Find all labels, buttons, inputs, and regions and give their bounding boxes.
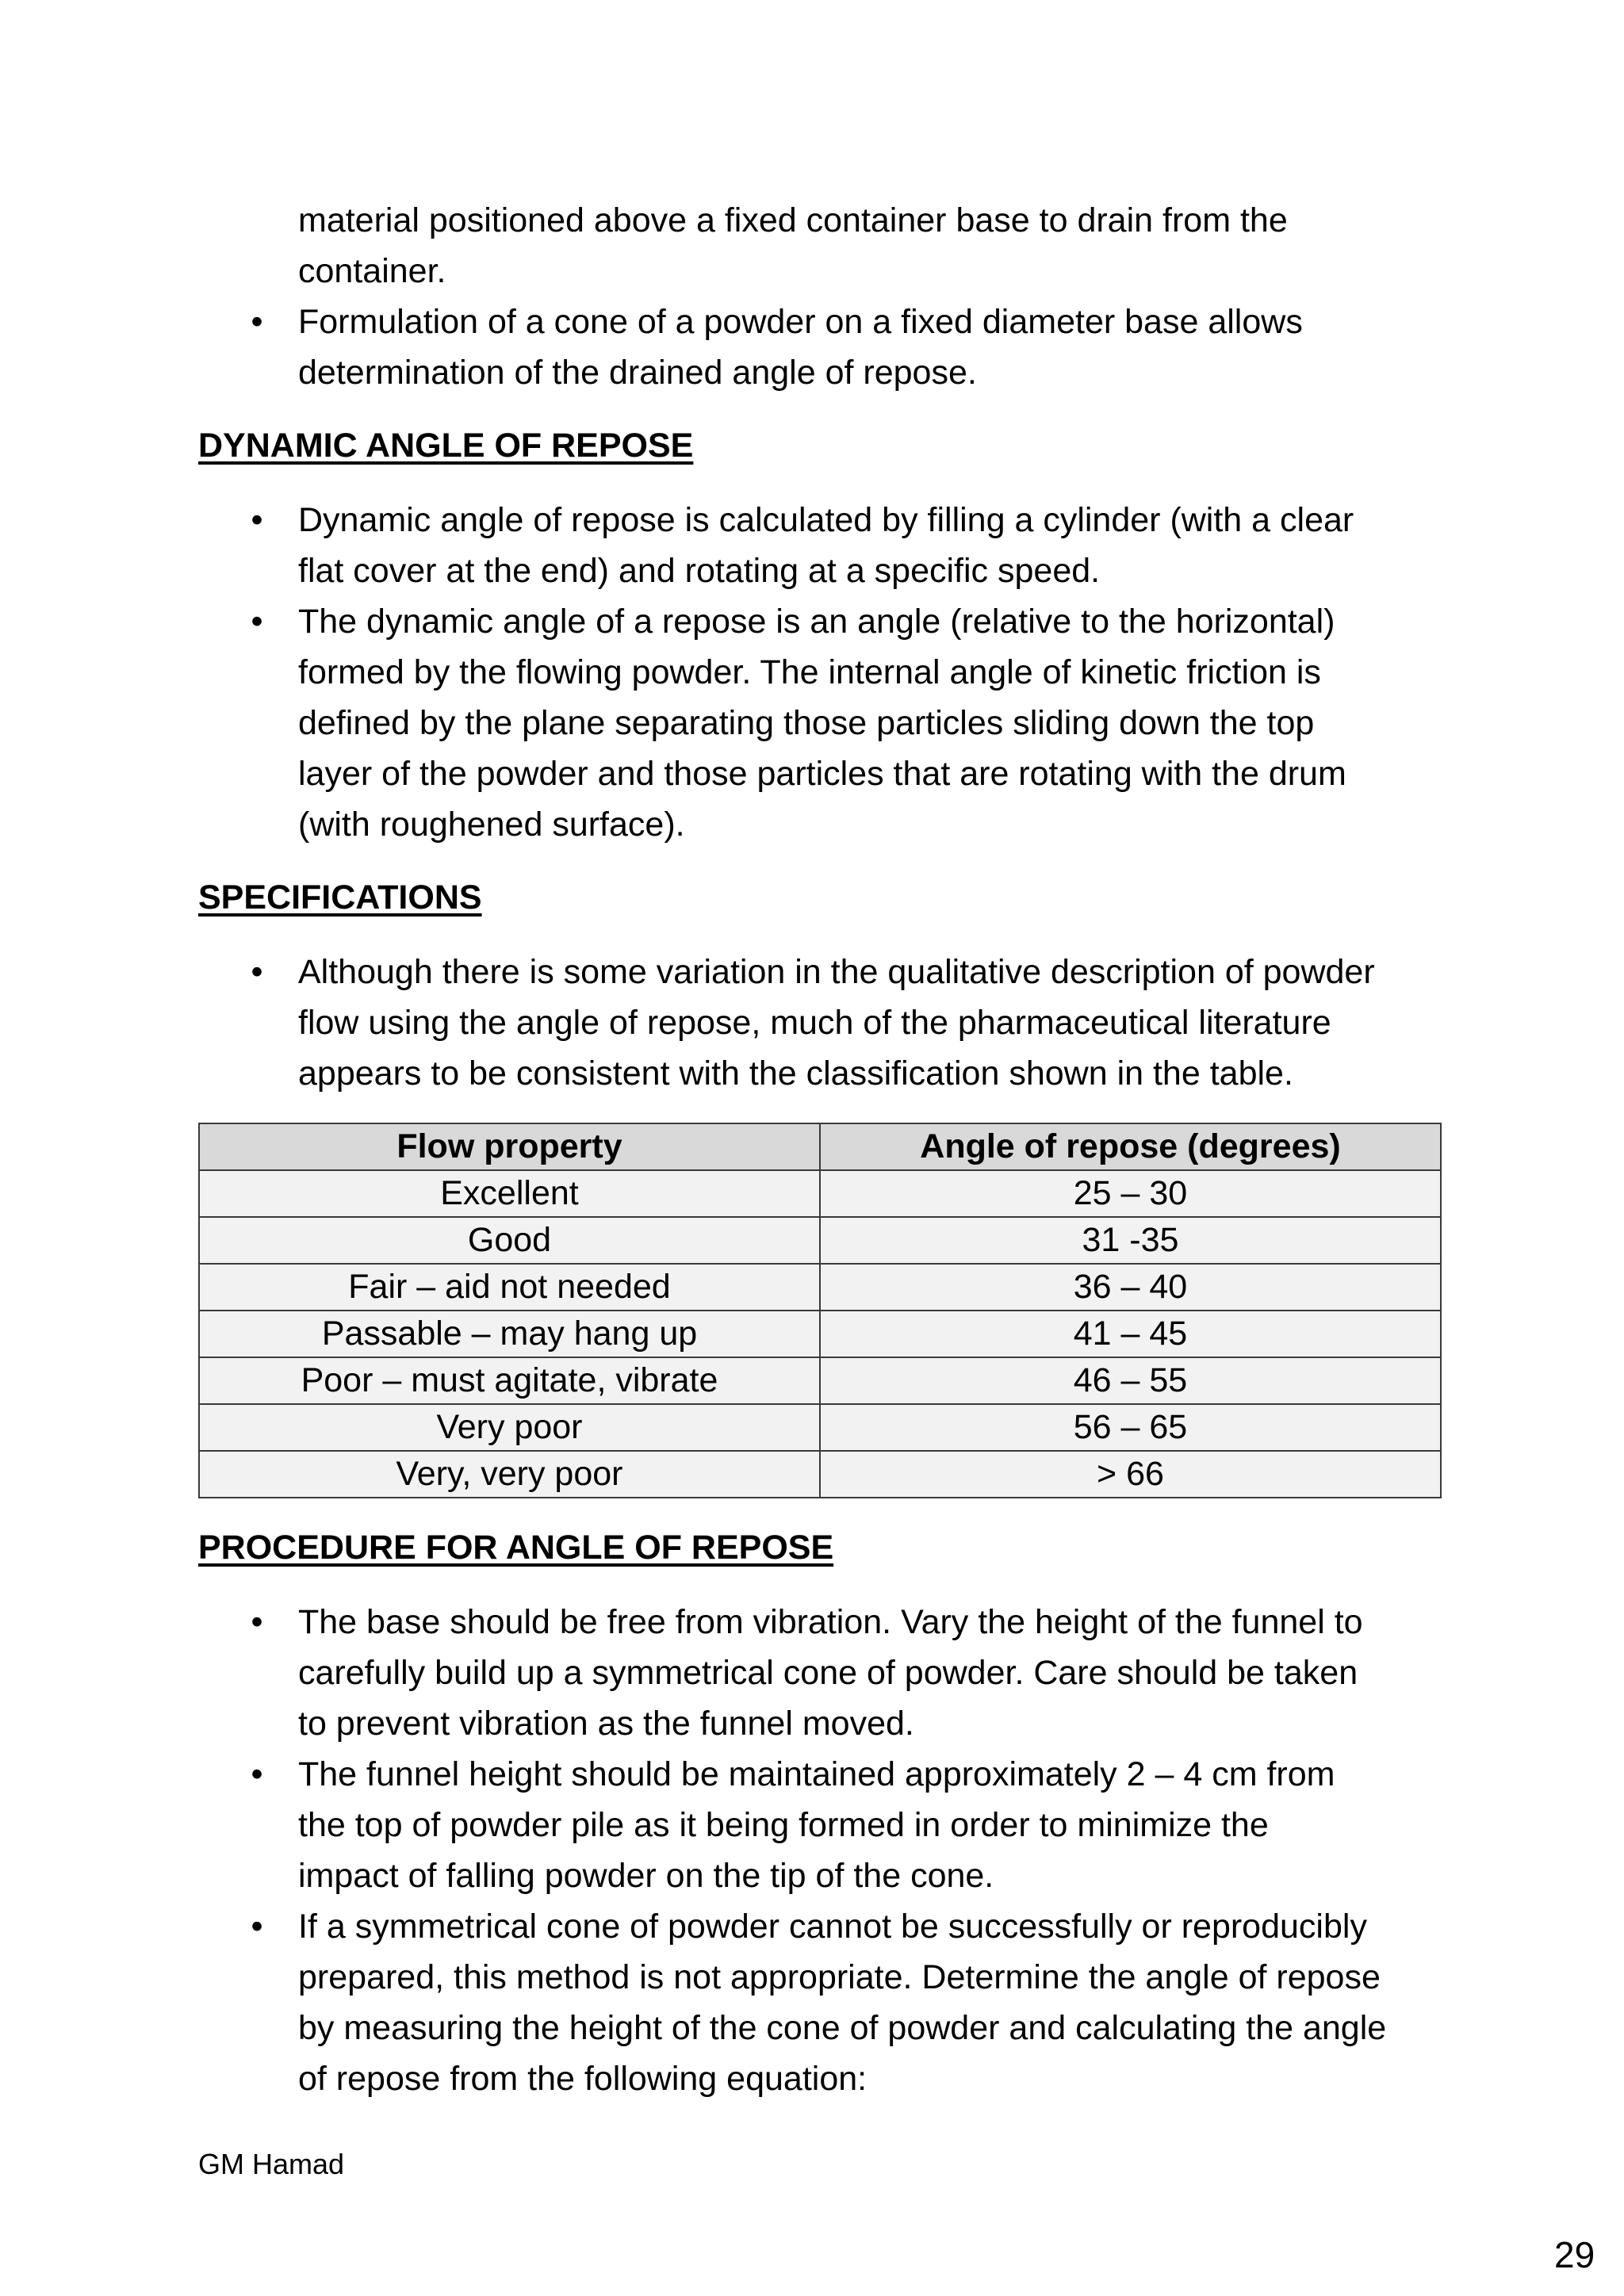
list-item [198, 1749, 1443, 1901]
table-row [199, 1404, 1441, 1451]
page-content [198, 195, 1443, 2104]
list-item-line: determination of the drained angle of repose. [298, 354, 977, 392]
table-cell: 41 – 45 [820, 1311, 1441, 1357]
table-row [199, 1170, 1441, 1217]
list-item-line: by measuring the height of the cone of powder and calculating the angle [298, 2009, 1387, 2047]
table-header-cell: Flow property [199, 1123, 820, 1170]
bullet-icon: • [251, 1908, 263, 1946]
list-item [198, 947, 1443, 1099]
list-item-line: defined by the plane separating those particles sliding down the top [298, 704, 1315, 742]
table-cell: Good [199, 1217, 820, 1264]
table-cell: 36 – 40 [820, 1264, 1441, 1311]
table-header-cell: Angle of repose (degrees) [820, 1123, 1441, 1170]
table-cell: > 66 [820, 1451, 1441, 1498]
specifications-heading: SPECIFICATIONS [198, 878, 482, 916]
table-cell: Excellent [199, 1170, 820, 1217]
table-cell: Fair – aid not needed [199, 1264, 820, 1311]
intro-continuation-line: container. [298, 252, 446, 290]
table-row [199, 1357, 1441, 1404]
list-item-line: layer of the powder and those particles that are rotating with the drum [298, 755, 1346, 793]
footer-author: GM Hamad [198, 2148, 345, 2180]
list-item [198, 596, 1443, 850]
table-cell: Passable – may hang up [199, 1311, 820, 1357]
list-item-line: formed by the flowing powder. The internal angle of kinetic friction is [298, 653, 1321, 691]
intro-continuation-line: material positioned above a fixed container base to drain from the [298, 201, 1288, 239]
list-item-line: The base should be free from vibration. Vary the height of the funnel to [298, 1603, 1363, 1641]
list-item [198, 495, 1443, 596]
list-item-line: The funnel height should be maintained approximately 2 – 4 cm from [298, 1755, 1335, 1793]
list-item-line: If a symmetrical cone of powder cannot be successfully or reproducibly [298, 1908, 1367, 1946]
list-item [198, 297, 1443, 398]
list-item [198, 1597, 1443, 1749]
bullet-icon: • [251, 1755, 263, 1793]
list-item-line: Although there is some variation in the qualitative description of powder [298, 953, 1375, 991]
list-item-line: carefully build up a symmetrical cone of powder. Care should be taken [298, 1654, 1358, 1692]
intro-bullet-list [198, 297, 1443, 398]
procedure-bullet-list [198, 1597, 1443, 2104]
list-item-line: prepared, this method is not appropriate. Determine the angle of repose [298, 1958, 1381, 1996]
table-row [199, 1217, 1441, 1264]
bullet-icon: • [251, 1603, 263, 1641]
list-item-line: flat cover at the end) and rotating at a specific speed. [298, 552, 1101, 590]
list-item [198, 1901, 1443, 2104]
list-item-line: of repose from the following equation: [298, 2060, 868, 2098]
flow-property-table [198, 1123, 1442, 1498]
list-item-line: the top of powder pile as it being formed in order to minimize the [298, 1806, 1269, 1844]
bullet-icon: • [251, 501, 263, 539]
dynamic-heading: DYNAMIC ANGLE OF REPOSE [198, 427, 694, 465]
list-item-line: Dynamic angle of repose is calculated by filling a cylinder (with a clear [298, 501, 1354, 539]
table-cell: 56 – 65 [820, 1404, 1441, 1451]
bullet-icon: • [251, 303, 263, 341]
table-cell: 25 – 30 [820, 1170, 1441, 1217]
dynamic-bullet-list [198, 495, 1443, 850]
list-item-line: (with roughened surface). [298, 806, 685, 844]
list-item-line: impact of falling powder on the tip of the cone. [298, 1857, 994, 1895]
table-cell: Very poor [199, 1404, 820, 1451]
table-header-row [199, 1123, 1441, 1170]
list-item-line: flow using the angle of repose, much of the pharmaceutical literature [298, 1004, 1331, 1042]
specifications-bullet-list [198, 947, 1443, 1099]
table-cell: 31 -35 [820, 1217, 1441, 1264]
list-item-line: Formulation of a cone of a powder on a fixed diameter base allows [298, 303, 1303, 341]
table-row [199, 1451, 1441, 1498]
table-cell: Very, very poor [199, 1451, 820, 1498]
table-row [199, 1264, 1441, 1311]
page-number: 29 [1554, 2234, 1595, 2275]
list-item-line: The dynamic angle of a repose is an angle (relative to the horizontal) [298, 603, 1335, 641]
table-row [199, 1311, 1441, 1357]
table-cell: Poor – must agitate, vibrate [199, 1357, 820, 1404]
bullet-icon: • [251, 603, 263, 641]
bullet-icon: • [251, 953, 263, 991]
list-item-line: to prevent vibration as the funnel moved. [298, 1705, 914, 1743]
list-item-line: appears to be consistent with the classification shown in the table. [298, 1054, 1293, 1093]
procedure-heading: PROCEDURE FOR ANGLE OF REPOSE [198, 1529, 834, 1567]
table-cell: 46 – 55 [820, 1357, 1441, 1404]
